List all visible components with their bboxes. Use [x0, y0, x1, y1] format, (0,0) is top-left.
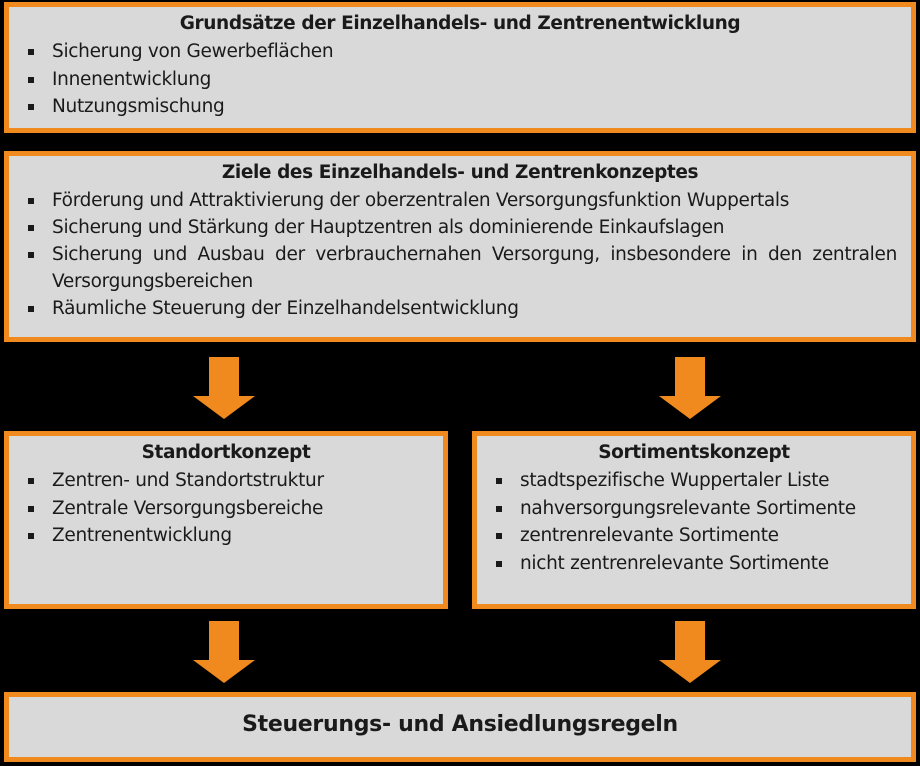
standortkonzept-list	[9, 467, 443, 550]
ziele-box	[4, 151, 916, 342]
list-item: nahversorgungsrelevante Sortimente	[477, 495, 911, 523]
standortkonzept-box	[4, 431, 448, 609]
down-arrow-icon	[192, 356, 256, 420]
grundsaetze-title: Grundsätze der Einzelhandels- und Zentrenentwicklung	[179, 13, 741, 34]
sortimentskonzept-list	[477, 467, 911, 577]
ziele-title: Ziele des Einzelhandels- und Zentrenkonzeptes	[221, 162, 699, 183]
grundsaetze-list	[9, 38, 911, 121]
steuerung-box	[4, 692, 916, 762]
list-item: Förderung und Attraktivierung der oberzentralen Versorgungsfunktion Wuppertals	[9, 187, 911, 214]
list-item: Sicherung von Gewerbeflächen	[9, 38, 911, 66]
steuerung-title: Steuerungs- und Ansiedlungsregeln	[242, 712, 678, 737]
list-item: Räumliche Steuerung der Einzelhandelsentwicklung	[9, 295, 911, 322]
ziele-list	[9, 187, 911, 322]
list-item: Zentren- und Standortstruktur	[9, 467, 443, 495]
list-item: Zentrenentwicklung	[9, 522, 443, 550]
grundsaetze-box	[4, 2, 916, 133]
down-arrow-icon	[192, 620, 256, 684]
list-item: Zentrale Versorgungsbereiche	[9, 495, 443, 523]
sortimentskonzept-title: Sortimentskonzept	[598, 442, 790, 463]
down-arrow-icon	[658, 620, 722, 684]
down-arrow-icon	[658, 356, 722, 420]
list-item: zentrenrelevante Sortimente	[477, 522, 911, 550]
list-item: Sicherung und Stärkung der Hauptzentren als dominierende Einkaufslagen	[9, 214, 911, 241]
list-item: Nutzungsmischung	[9, 93, 911, 121]
list-item: nicht zentrenrelevante Sortimente	[477, 550, 911, 578]
list-item: Sicherung und Ausbau der verbrauchernahen Versorgung, insbesondere in den zentralen Versorgungsbereichen	[9, 241, 911, 295]
sortimentskonzept-box	[472, 431, 916, 609]
standortkonzept-title: Standortkonzept	[141, 442, 311, 463]
list-item: Innenentwicklung	[9, 66, 911, 94]
list-item: stadtspezifische Wuppertaler Liste	[477, 467, 911, 495]
